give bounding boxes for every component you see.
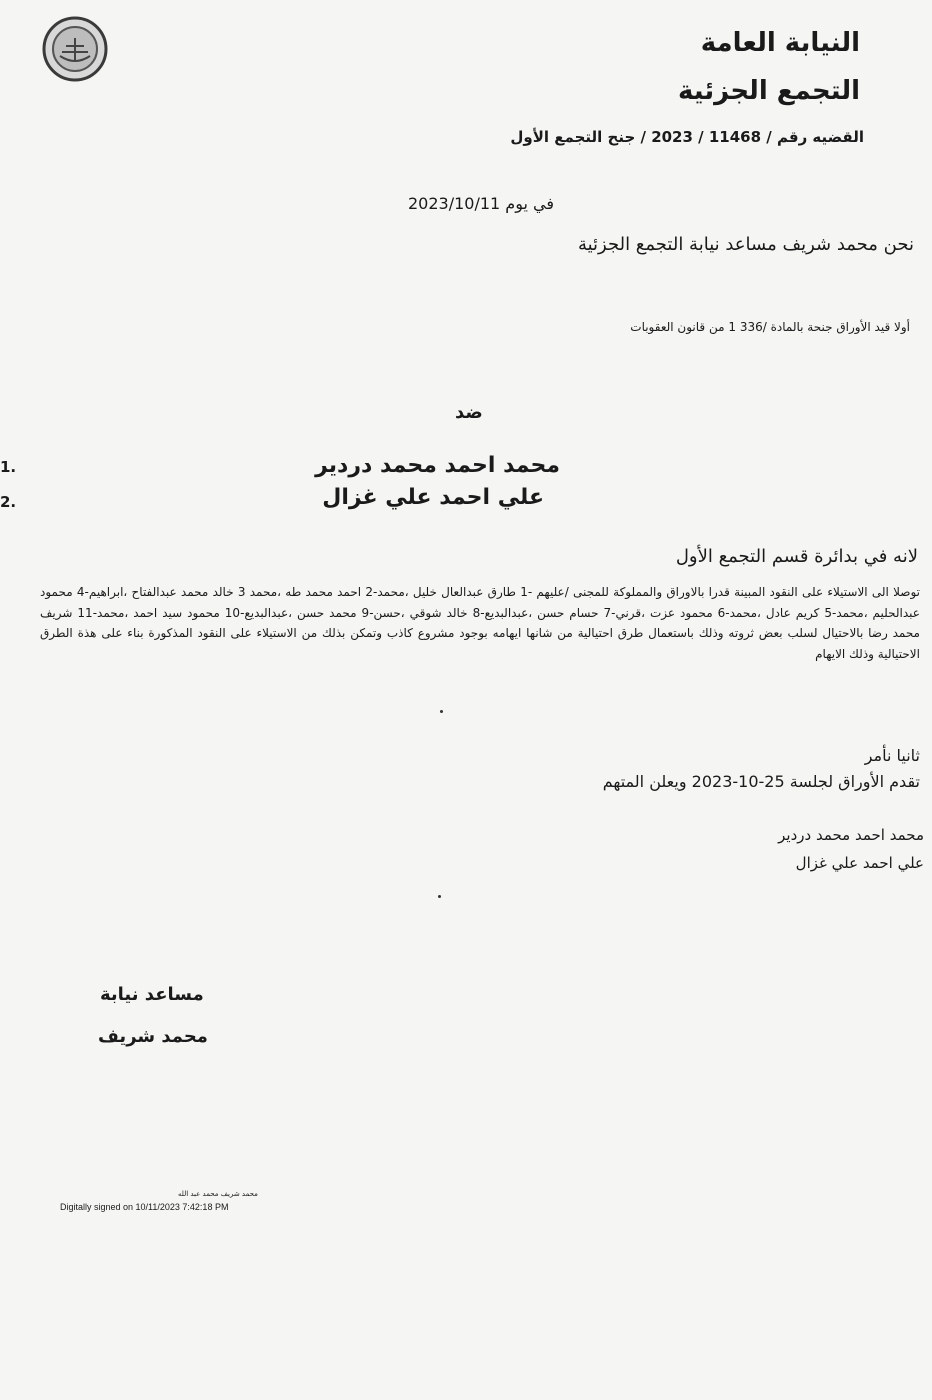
first-item: أولا قيد الأوراق جنحة بالمادة /336 1 من قانون العقوبات [630,320,910,334]
document-date: في يوم 2023/10/11 [408,194,554,213]
against-heading: ضد [455,402,483,423]
location-line: لانه في بدائرة قسم التجمع الأول [675,546,918,567]
case-number: القضيه رقم / 11468 / 2023 / جنح التجمع الأول [510,128,864,146]
accused-number-1: 1. [0,458,17,476]
order-name-1: محمد احمد محمد دردير [778,826,924,844]
signatory-name: محمد شريف [98,1026,208,1047]
digital-signer-name: محمد شريف محمد عبد الله [178,1190,258,1198]
signatory-title: مساعد نيابة [100,984,204,1005]
prosecutor-line: نحن محمد شريف مساعد نيابة التجمع الجزئية [577,234,914,255]
prosecution-seal-logo [42,16,108,82]
department-title: التجمع الجزئية [678,76,860,106]
charge-description: توصلا الى الاستيلاء على النقود المبينة قدرا بالاوراق والمملوكة للمجنى /عليهم -1 طارق عبدالعال خليل ،محمد-2 احمد محمد طه ،محمد 3 خالد محمد عبدالفتاح ،ابراهيم-4 محمود عبدالحليم ،محمد-5 كريم عادل ،محمد-6 محمود عزت ،قرني-7 حسام حسن ،عبدالبديع-8 خالد شوقي ،حسن-9 محمد حسن ،عبدالبديع-10 محمود سيد احمد ،محمد-11 شريف محمد رضا بالاحتيال لسلب بعض ثروته وذلك باستعمال طرق احتيالية من شانها ايهامه بوجود مشروع كاذب وتمكن بذلك من الاستيلاء على النقود المذكورة بناء على هذة الطرق الاحتيالية وذلك الايهام [40,585,920,661]
stray-mark [438,895,441,898]
accused-name-2: علي احمد علي غزال [322,485,544,510]
organization-title: النيابة العامة [700,28,860,58]
stray-mark [440,710,443,713]
order-name-2: علي احمد علي غزال [795,854,924,872]
second-item: ثانيا نأمر [864,746,920,765]
accused-number-2: 2. [0,493,17,511]
order-line: تقدم الأوراق لجلسة 25-10-2023 ويعلن المتهم [602,772,920,791]
accused-name-1: محمد احمد محمد دردير [315,453,560,478]
digital-signature-note: Digitally signed on 10/11/2023 7:42:18 PM [60,1202,229,1212]
